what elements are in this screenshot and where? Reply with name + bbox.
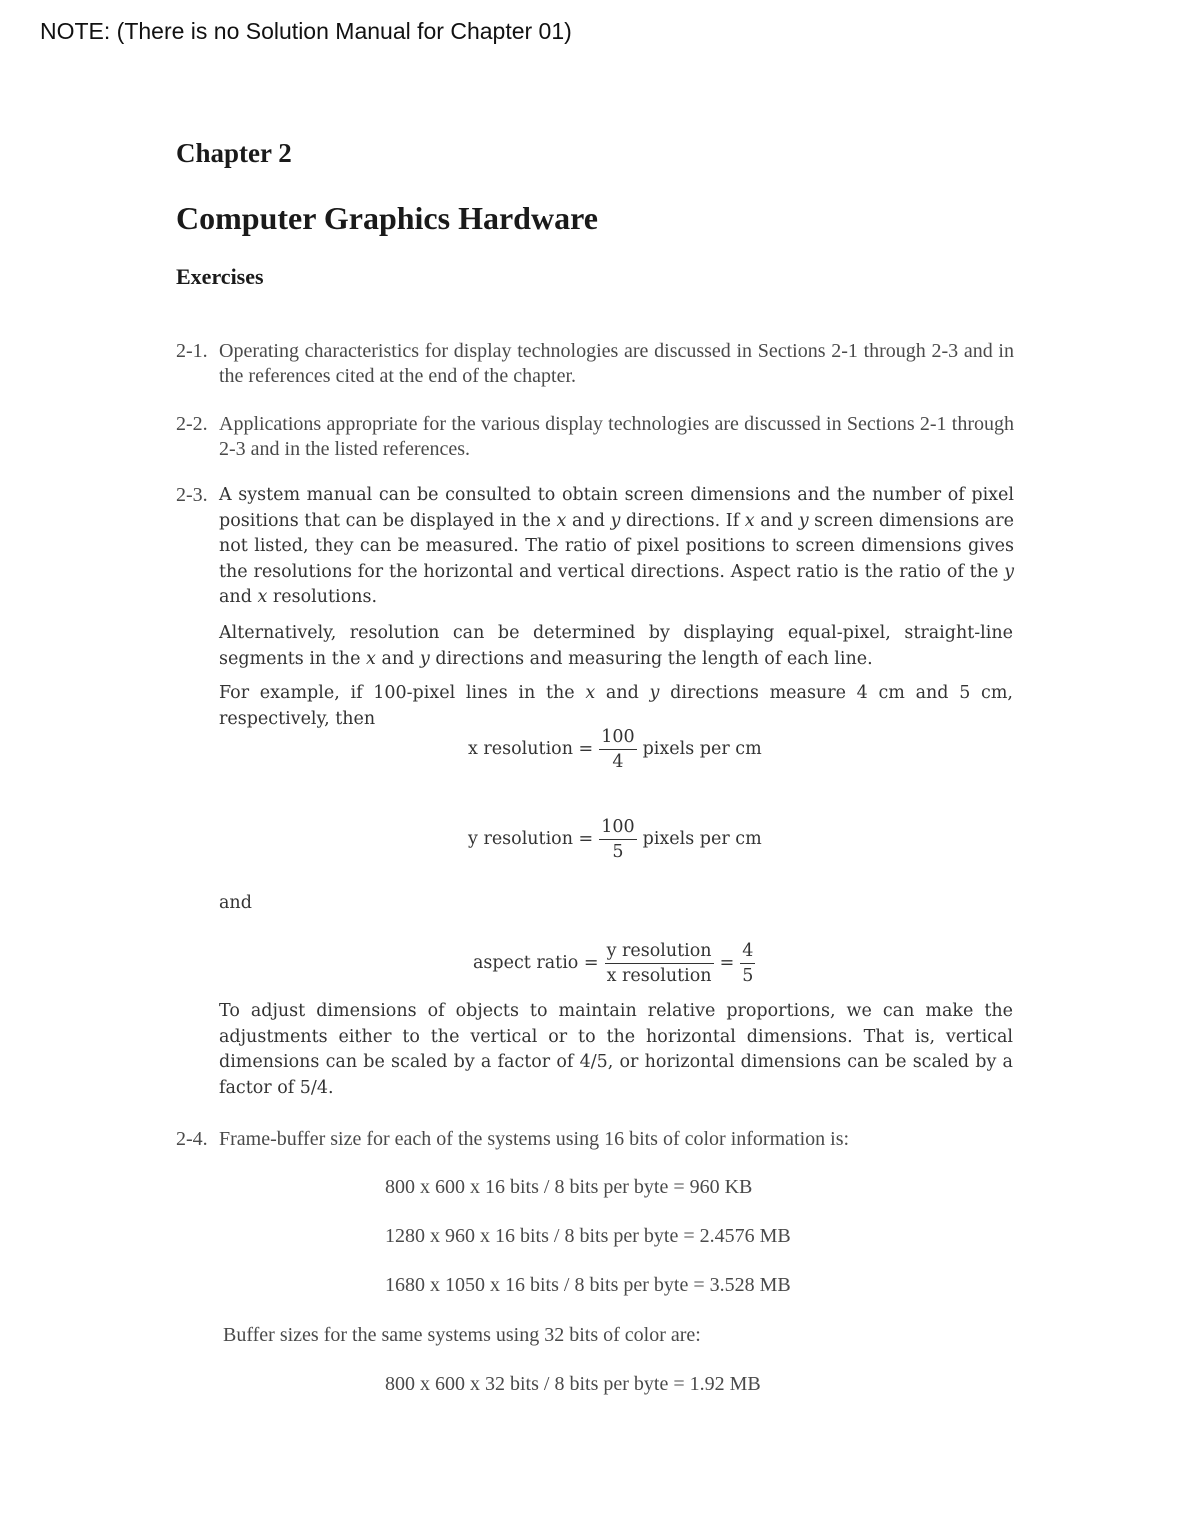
exercise-paragraph-3: For example, if 100-pixel lines in the x and y directions measure 4 cm and 5 cm, respectively, then bbox=[219, 683, 1013, 729]
exercise-text: Applications appropriate for the various display technologies are discussed in Sections 2-1 through 2-3 and in the listed references. bbox=[219, 413, 1014, 460]
exercise-paragraph-2: Alternatively, resolution can be determined by displaying equal-pixel, straight-line segments in the x and y directions and measuring the length of each line. bbox=[219, 623, 1013, 669]
and-connector: and bbox=[219, 893, 252, 913]
chapter-title: Computer Graphics Hardware bbox=[176, 200, 598, 236]
buffer-32bit-intro: Buffer sizes for the same systems using 32 bits of color are: bbox=[223, 1324, 701, 1346]
exercise-number: 2-3. bbox=[176, 484, 208, 506]
calculation-line: 1280 x 960 x 16 bits / 8 bits per byte = 2.4576 MB bbox=[385, 1225, 791, 1247]
equation-aspect-ratio: aspect ratio = $\frac{\text{y resolution}}{\text{x resolution}}$ = $\frac{4}{5}$ bbox=[473, 941, 754, 986]
exercise-paragraph-4: To adjust dimensions of objects to maintain relative proportions, we can make the adjustments either to the vertical or to the horizontal dimensions. That is, vertical dimensions can be scaled by a factor of 4/5, or horizontal dimensions can be scaled by a factor of 5/4. bbox=[219, 1001, 1013, 1098]
exercise-number: 2-2. bbox=[176, 413, 208, 435]
calculation-line: 800 x 600 x 16 bits / 8 bits per byte = 960 KB bbox=[385, 1176, 753, 1198]
page-note: NOTE: (There is no Solution Manual for Chapter 01) bbox=[40, 18, 572, 44]
exercise-2-3 bbox=[176, 483, 1014, 611]
exercise-text: Frame-buffer size for each of the systems using 16 bits of color information is: bbox=[219, 1128, 850, 1150]
equation-y-resolution: y resolution = $\frac{100}{5}$ pixels per cm bbox=[468, 817, 762, 862]
exercise-2-1 bbox=[176, 339, 1014, 389]
exercise-2-4 bbox=[176, 1127, 1014, 1152]
exercise-number: 2-1. bbox=[176, 340, 208, 362]
calculation-line: 800 x 600 x 32 bits / 8 bits per byte = 1.92 MB bbox=[385, 1373, 761, 1395]
equation-x-resolution: x resolution = $\frac{100}{4}$ pixels per cm bbox=[468, 727, 762, 772]
calculation-line: 1680 x 1050 x 16 bits / 8 bits per byte = 3.528 MB bbox=[385, 1274, 791, 1296]
exercise-2-2 bbox=[176, 412, 1014, 462]
exercise-paragraph-1: A system manual can be consulted to obtain screen dimensions and the number of pixel positions that can be displayed in the x and y directions. If x and y screen dimensions are not listed, they can be measured. The ratio of pixel positions to screen dimensions gives the resolutions for the horizontal and vertical directions. Aspect ratio is the ratio of the y and x resolutions. bbox=[219, 485, 1014, 607]
section-heading: Exercises bbox=[176, 264, 264, 289]
chapter-label: Chapter 2 bbox=[176, 138, 292, 168]
exercise-text: Operating characteristics for display technologies are discussed in Sections 2-1 through 2-3 and in the references cited at the end of the chapter. bbox=[219, 340, 1014, 387]
exercise-number: 2-4. bbox=[176, 1128, 208, 1150]
